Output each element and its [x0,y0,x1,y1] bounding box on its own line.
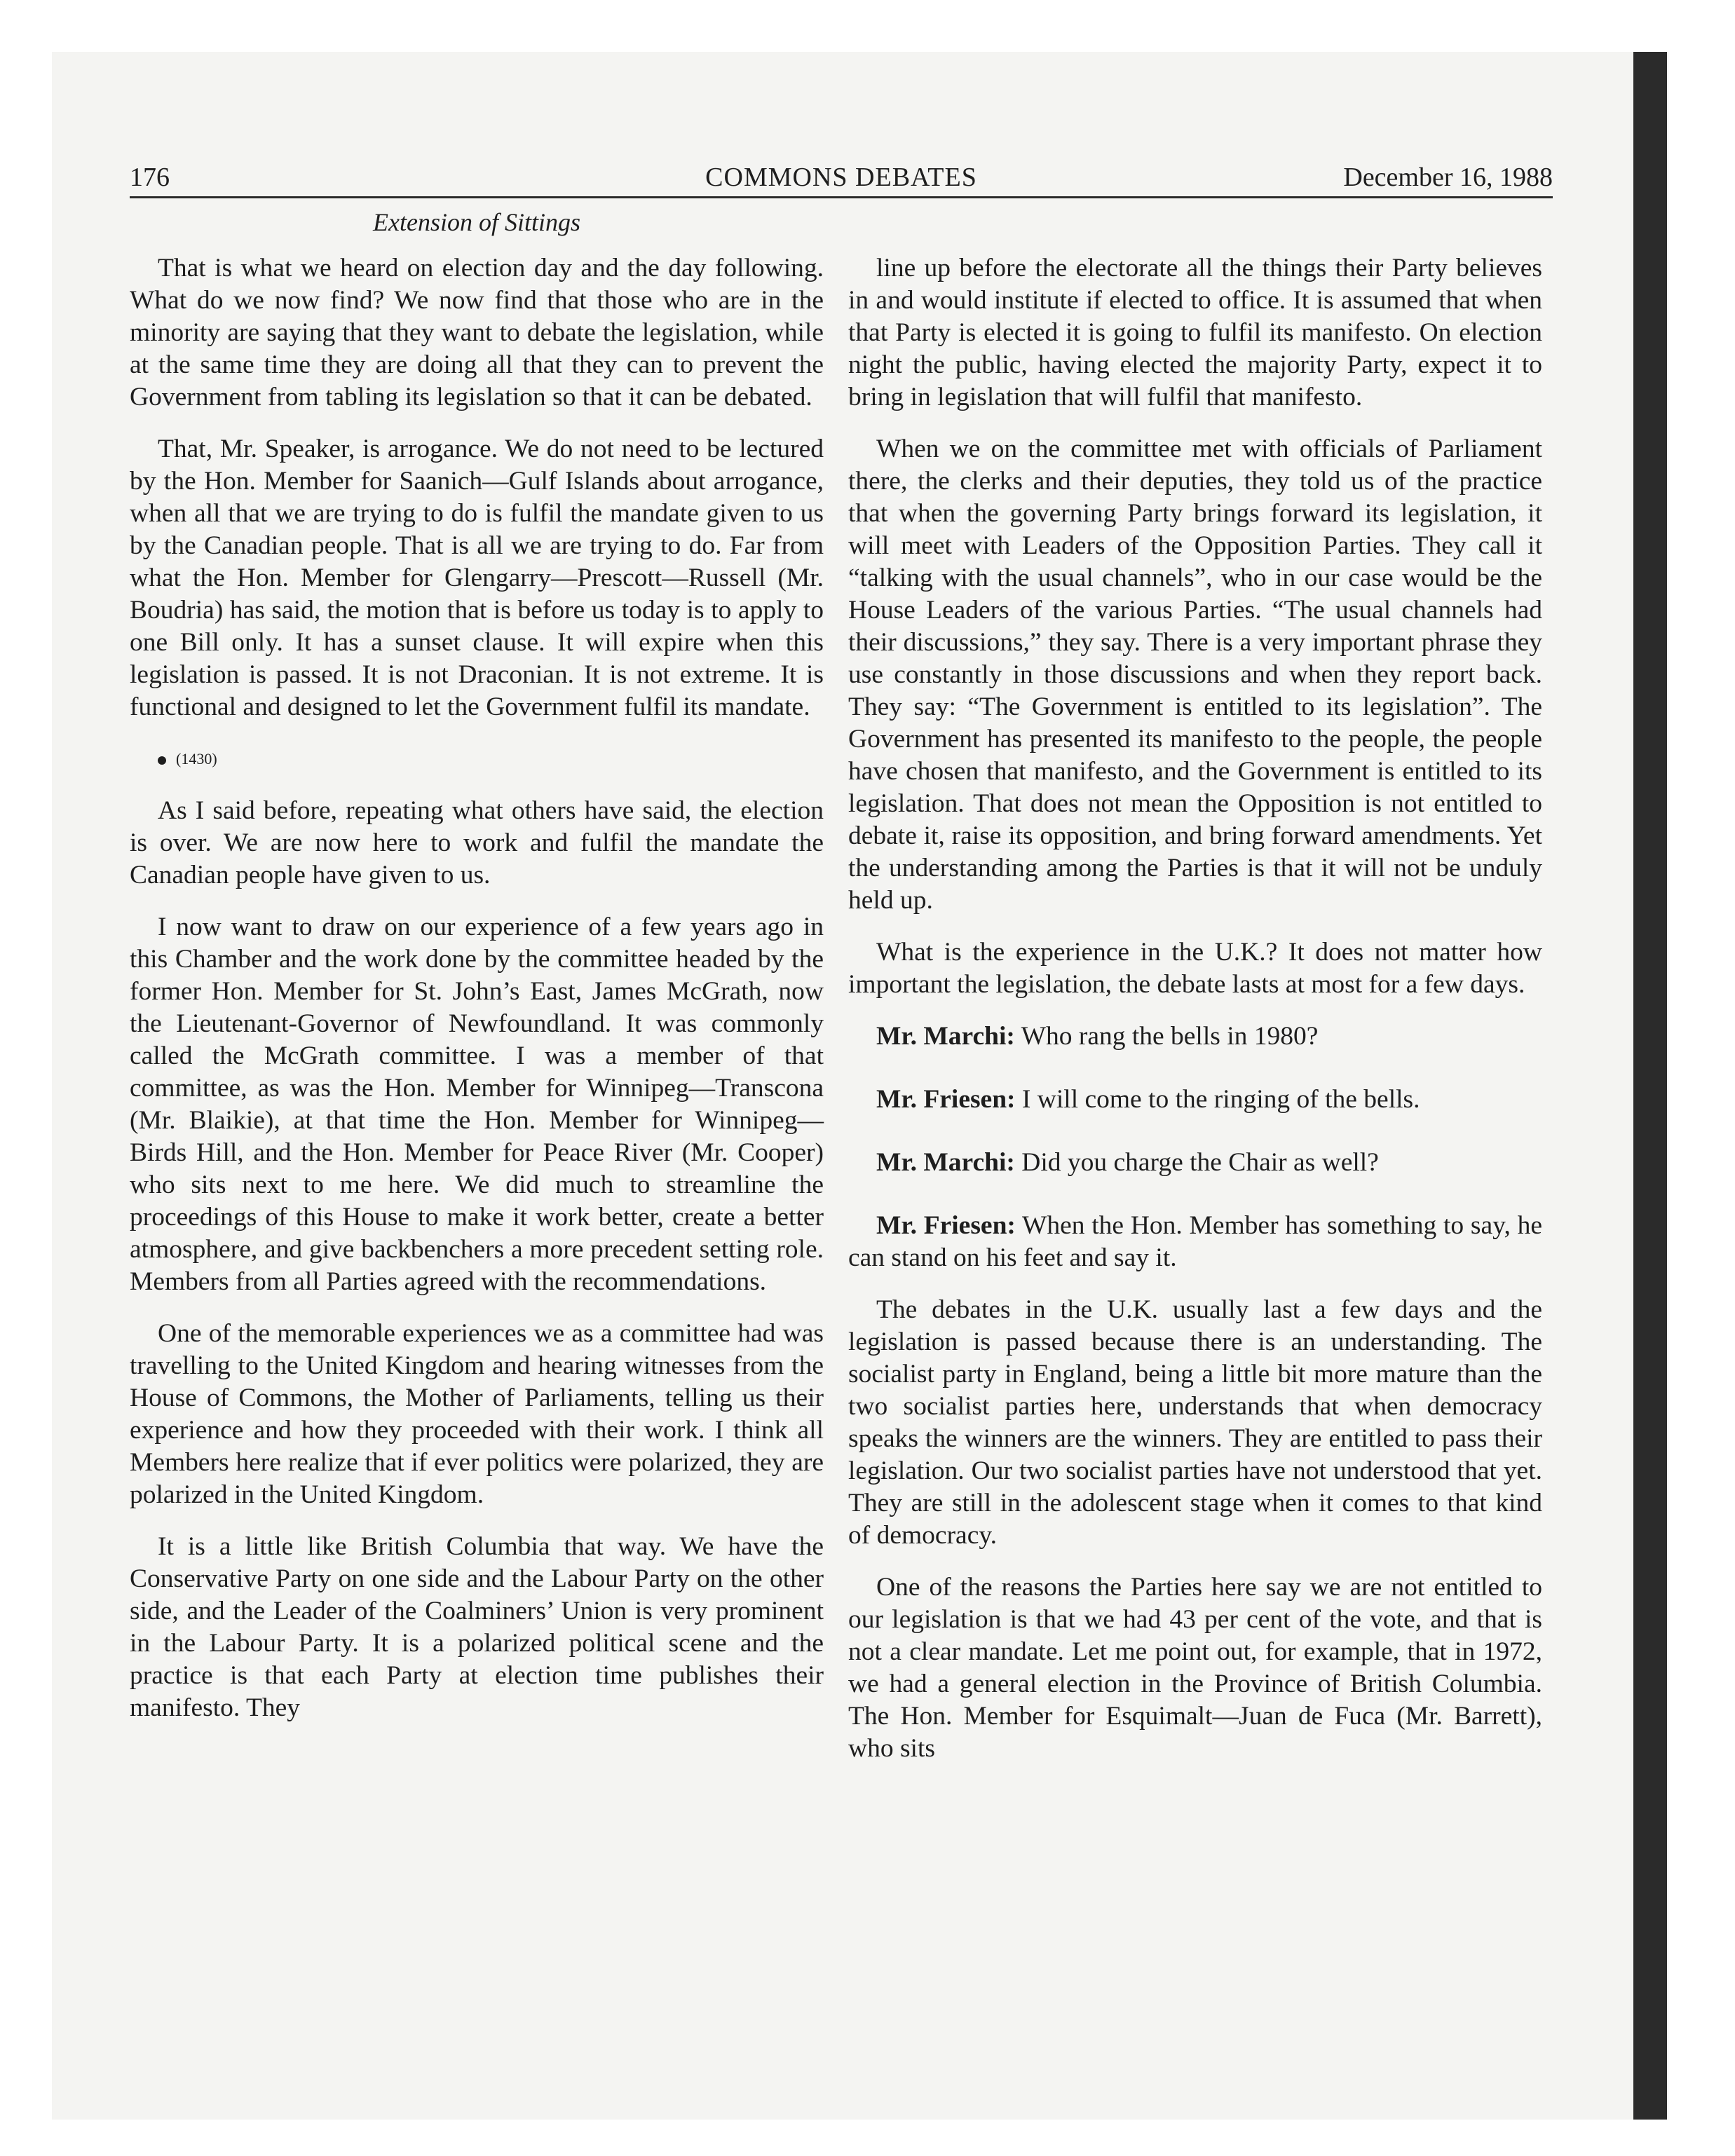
paragraph: The debates in the U.K. usually last a few days and the legislation is passed because there is an understanding. The socialist party in England, being a little bit more mature than the two socialist parties here, understands that when democracy speaks the winners are the winners. They are entitled to pass their legislation. Our two socialist parties have not understood that yet. They are still in the adolescent stage when it comes to that kind of democracy. [848,1295,1542,1550]
paragraph: I now want to draw on our experience of a few years ago in this Chamber and the work done by the committee headed by the former Hon. Member for St. John’s East, James McGrath, now the Lieutenant-Governor of Newfoundland. It was commonly called the McGrath committee. I was a member of that committee, as was the Hon. Member for Winnipeg—Transcona (Mr. Blaikie), at that time the Hon. Member for Winnipeg— Birds Hill, and the Hon. Member for Peace River (Mr. Cooper) who sits next to me here. We did much to streamline the proceedings of this House to make it work better, create a better atmosphere, and give backbenchers a more precedent setting role. Members from all Parties agreed with the recommendations. [130,913,824,1296]
paragraph: line up before the electorate all the things their Party believes in and would institute if elected to office. It is assumed that when that Party is elected it is going to fulfil its manifesto. On election night the public, having elected the majority Party, expect it to bring in legislation that will fulfil that manifesto. [848,254,1542,411]
speaker-line [848,1021,1542,1053]
speaker-line [848,1147,1542,1179]
page-date: December 16, 1988 [1343,163,1553,192]
paragraph: What is the experience in the U.K.? It does not matter how important the legislation, the debate lasts at most for a few days. [848,938,1542,999]
speaker-text: I will come to the ringing of the bells. [1015,1085,1420,1114]
speaker-text: When the Hon. Member has something to say, he can stand on his feet and say it. [848,1211,1542,1272]
right-column [848,252,1542,1785]
speaker-line [848,1084,1542,1116]
bullet-icon [158,756,166,765]
time-marker-text: (1430) [176,750,217,767]
journal-title: COMMONS DEBATES [705,163,977,192]
paragraph: One of the memorable experiences we as a committee had was travelling to the United Kingdom and hearing witnesses from the House of Commons, the Mother of Parliaments, telling us their experience and how they proceeded with their work. I think all Members here realize that if ever politics were polarized, they are polarized in the United Kingdom. [130,1319,824,1509]
paragraph: One of the reasons the Parties here say we are not entitled to our legislation is that we had 43 per cent of the vote, and that is not a clear mandate. Let me point out, for example, that in 1972, we had a general election in the Province of British Columbia. The Hon. Member for Esquimalt—Juan de Fuca (Mr. Barrett), who sits [848,1573,1542,1763]
page-number: 176 [130,163,170,192]
time-marker [130,743,824,775]
page-binding-edge [1633,52,1667,2120]
page-header [130,160,1553,198]
paragraph: When we on the committee met with officials of Parliament there, the clerks and their deputies, they told us of the practice that when the governing Party brings forward its legislation, it will meet with Leaders of the Opposition Parties. They call it “talking with the usual channels”, who in our case would be the House Leaders of the various Parties. “The usual channels had their discussions,” they say. There is a very important phrase they use constantly in those discussions and when they report back. They say: “The Government is entitled to its legislation”. The Government has presented its manifesto to the people, the people have chosen that manifesto, and the Government is entitled to its legislation. That does not mean the Opposition is not entitled to debate it, raise its opposition, and bring forward amendments. Yet the understanding among the Parties is that it will not be unduly held up. [848,435,1542,915]
speaker-text: Did you charge the Chair as well? [1014,1148,1379,1177]
paragraph: As I said before, repeating what others have said, the election is over. We are now here to work and fulfil the mandate the Canadian people have given to us. [130,796,824,889]
speaker-name: Mr. Marchi: [876,1148,1015,1177]
speaker-text: Who rang the bells in 1980? [1014,1022,1319,1051]
speaker-name: Mr. Friesen: [876,1085,1016,1114]
section-title: Extension of Sittings [373,208,580,236]
paragraph: That is what we heard on election day and the day following. What do we now find? We now find that those who are in the minority are saying that they want to debate the legislation, while at the same time they are doing all that they can to prevent the Government from tabling its legislation so that it can be debated. [130,254,824,411]
speaker-name: Mr. Friesen: [876,1211,1016,1240]
speaker-name: Mr. Marchi: [876,1022,1015,1051]
paragraph: That, Mr. Speaker, is arrogance. We do not need to be lectured by the Hon. Member for Saanich—Gulf Islands about arrogance, when all that we are trying to do is fulfil the mandate given to us by the Canadian people. That is all we are trying to do. Far from what the Hon. Member for Glengarry—Prescott—Russell (Mr. Boudria) has said, the motion that is before us today is to apply to one Bill only. It has a sunset clause. It will expire when this legislation is passed. It is not Draconian. It is not extreme. It is functional and designed to let the Government fulfil its mandate. [130,435,824,721]
speaker-line [848,1210,1542,1274]
paragraph: It is a little like British Columbia that way. We have the Conservative Party on one side and the Labour Party on the other side, and the Leader of the Coalminers’ Union is very prominent in the Labour Party. It is a polarized political scene and the practice is that each Party at election time publishes their manifesto. They [130,1532,824,1722]
left-column [130,252,824,1744]
